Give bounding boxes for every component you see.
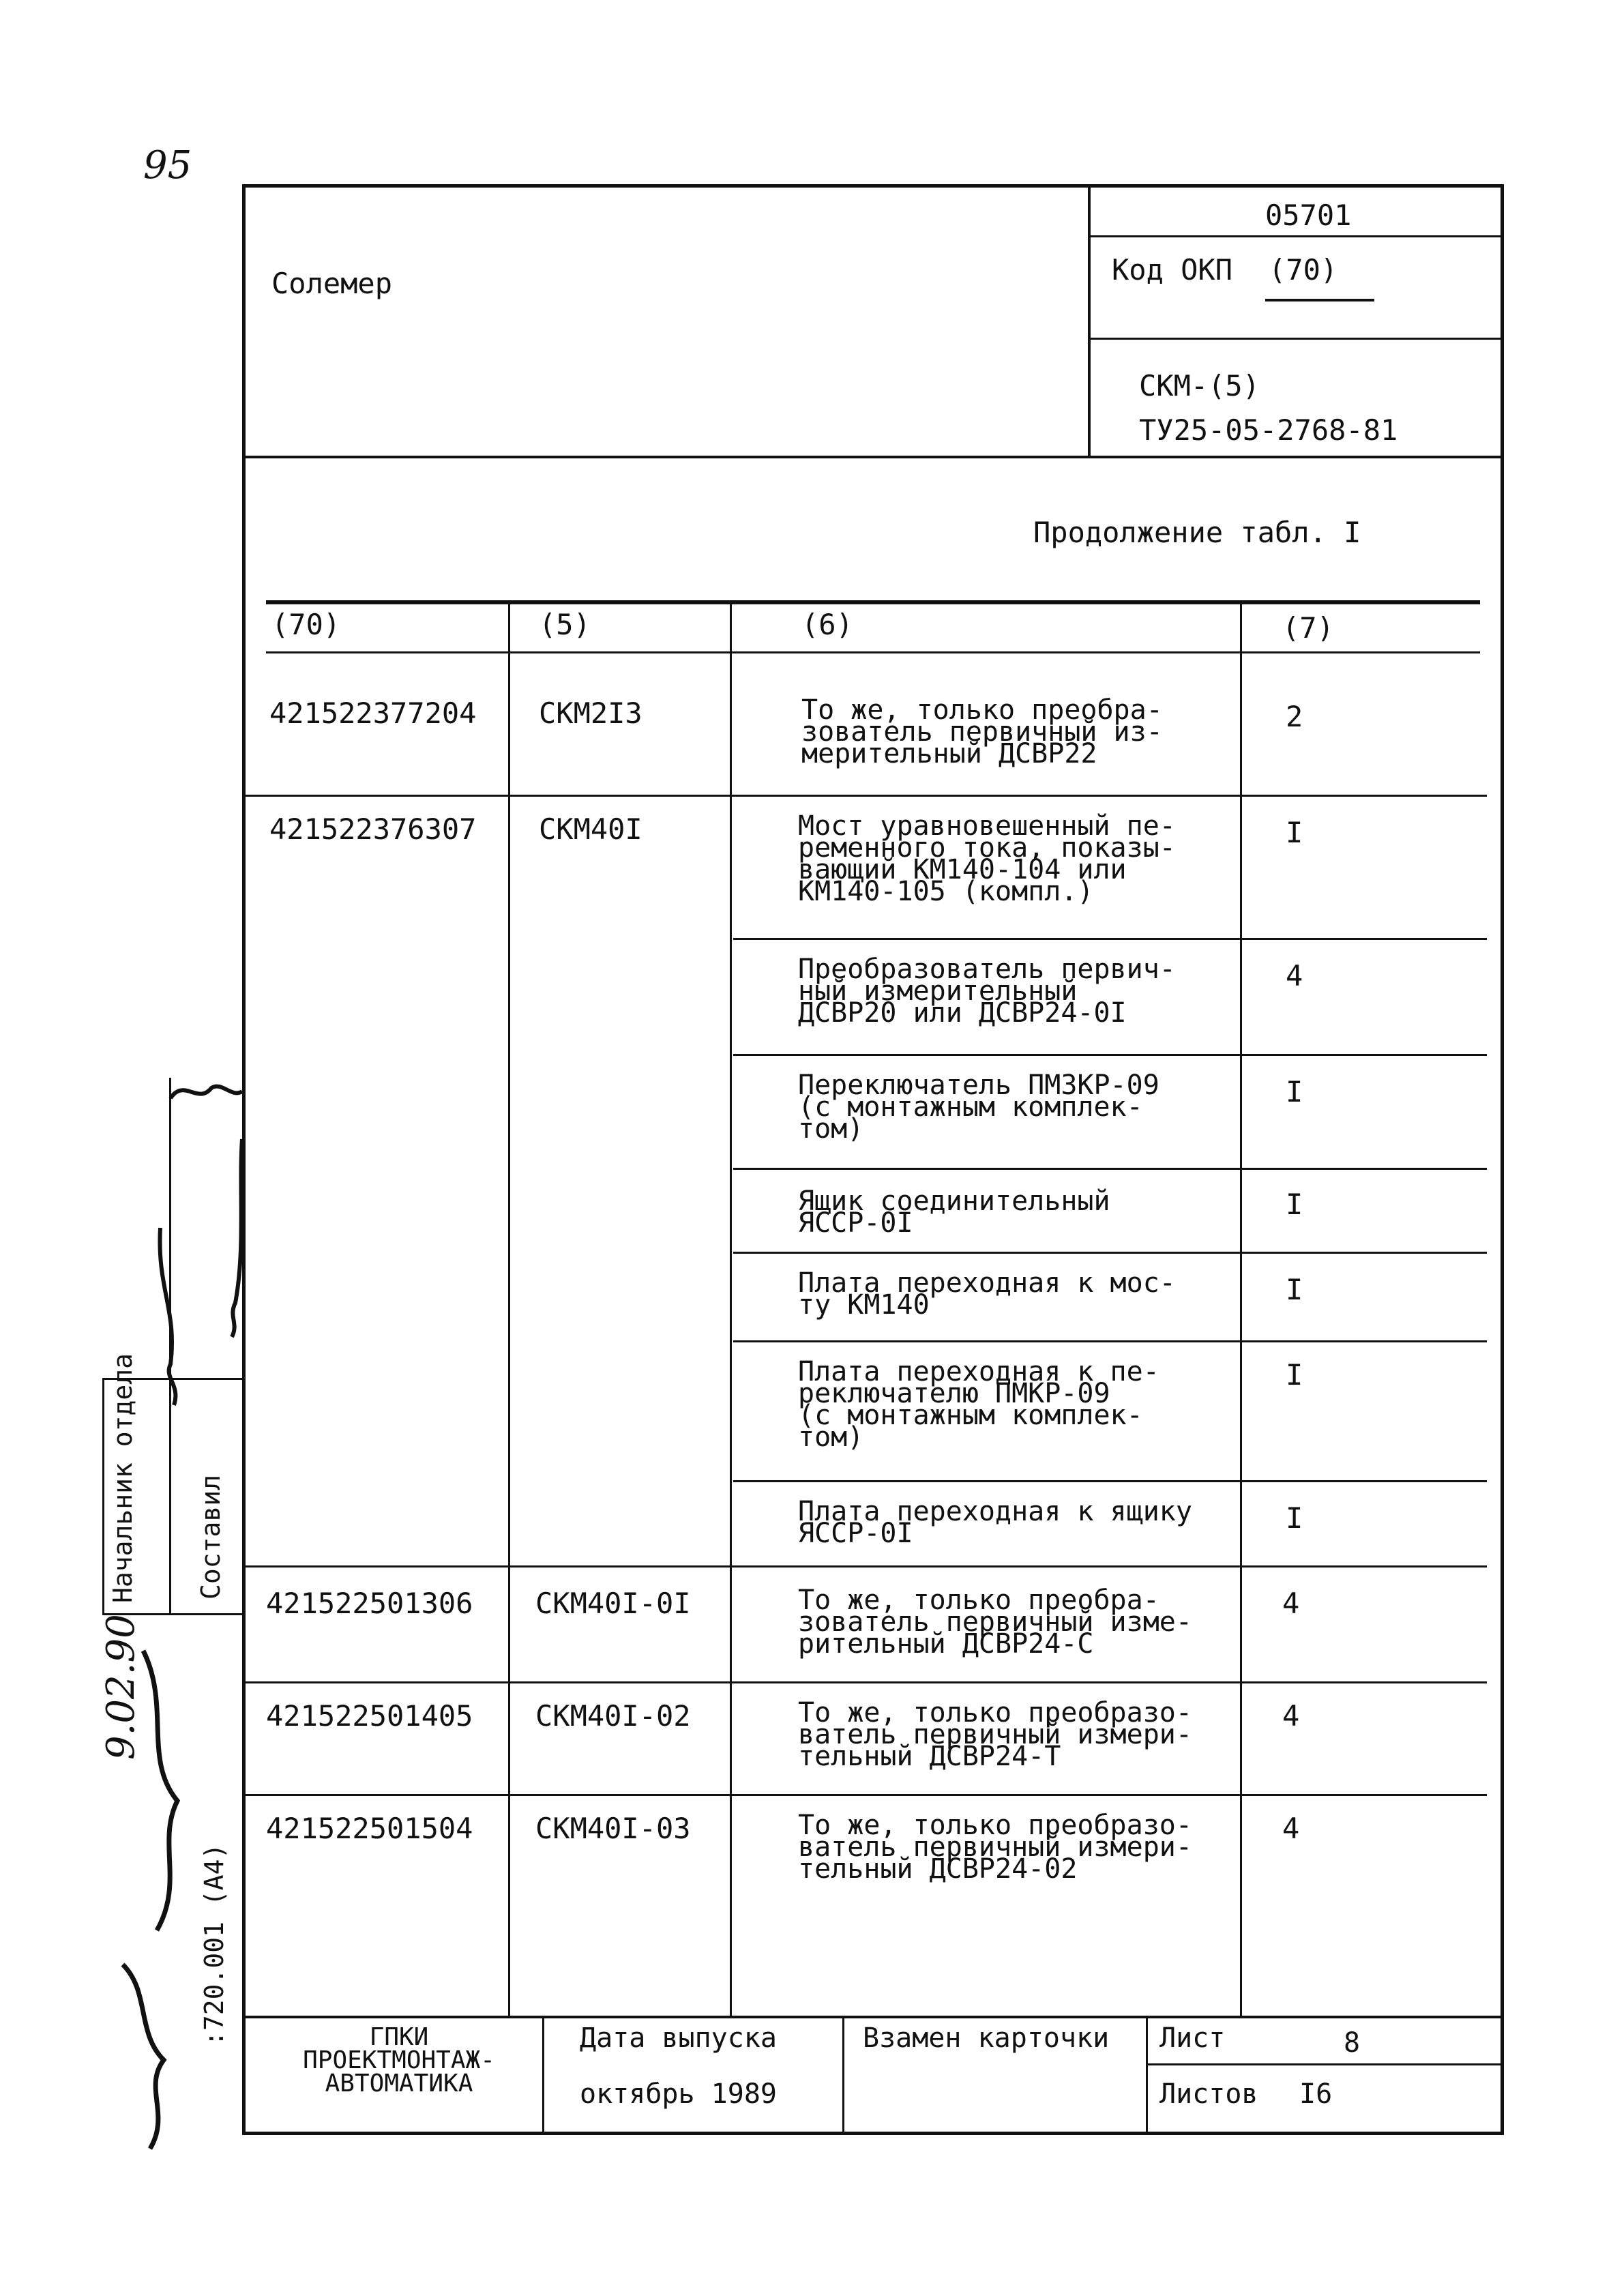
okp-label: Код ОКП: [1112, 253, 1233, 286]
table-row-desc: То же, только преобразо- ватель первичный измери- тельный ДСВР24-02: [798, 1810, 1192, 1885]
table-row-model: СКМ2I3: [539, 696, 642, 730]
footer-org: ГПКИ ПРОЕКТМОНТАЖ- АВТОМАТИКА: [303, 2023, 495, 2098]
table-row-model: СКМ40I-03: [535, 1812, 691, 1845]
product-name: Солемер: [271, 267, 393, 300]
table-row-desc: Преобразователь первич- ный измерительный ДСВР20 или ДСВР24-0I: [798, 954, 1176, 1029]
footer-replace-label: Взамен карточки: [863, 2022, 1110, 2054]
table-row-qty: 2: [1286, 700, 1303, 733]
col-header-5: (5): [539, 608, 591, 641]
table-row-desc: Плата переходная к ящику ЯССР-0I: [798, 1496, 1192, 1549]
signature-scribbles: [95, 1023, 252, 2183]
footer-top: [242, 2016, 1504, 2018]
okp-underline: [1265, 299, 1374, 301]
frame-bottom: [242, 2132, 1504, 2135]
table-row-qty: 4: [1282, 1699, 1300, 1733]
col-header-6: (6): [801, 608, 853, 641]
code-number: 05701: [1265, 198, 1352, 232]
table-row-qty: 4: [1286, 959, 1303, 992]
table-row-desc: Переключатель ПМЗКР-09 (с монтажным комплек- том): [798, 1070, 1159, 1145]
table-row-desc: То же, только преобра- зователь первичный изме- рительный ДСВР24-С: [798, 1585, 1192, 1660]
table-row-qty: I: [1286, 1075, 1303, 1108]
table-row-qty: 4: [1282, 1587, 1300, 1620]
okp-code: (70): [1269, 253, 1338, 286]
footer-sheet: 8: [1344, 2027, 1361, 2059]
table-row-qty: I: [1286, 1501, 1303, 1535]
table-row-desc: То же, только преобра- зователь первичный из- мерительный ДСВР22: [801, 694, 1163, 769]
continuation-label: Продолжение табл. I: [1033, 516, 1361, 549]
footer-release-label: Дата выпуска: [580, 2022, 777, 2054]
table-row-model: СКМ40I-0I: [535, 1587, 691, 1620]
table-row-code: 421522501405: [266, 1699, 473, 1733]
footer-sheet-label: Лист: [1159, 2022, 1226, 2054]
model-code: СКМ-(5): [1139, 369, 1260, 402]
standard-code: ТУ25-05-2768-81: [1139, 413, 1398, 447]
table-row-desc: Ящик соединительный ЯССР-0I: [798, 1186, 1110, 1239]
table-row-desc: Плата переходная к мос- ту КМ140: [798, 1267, 1176, 1321]
stamp-head-label: Начальник отдела: [108, 1353, 138, 1603]
table-row-code: 421522501504: [266, 1812, 473, 1845]
table-row-qty: I: [1286, 1188, 1303, 1221]
col-header-70: (70): [271, 608, 341, 641]
table-row-code: 421522377204: [269, 696, 477, 730]
frame-top: [242, 184, 1504, 188]
table-row-qty: 4: [1282, 1812, 1300, 1845]
table-row-desc: Мост уравновешенный пе- ременного тока, показы- вающий КМ140-104 или КМ140-105 (компл.): [798, 810, 1176, 907]
frame-right: [1501, 184, 1504, 2135]
table-row-qty: I: [1286, 1358, 1303, 1392]
table-row-qty: I: [1286, 1273, 1303, 1306]
table-top: [266, 600, 1480, 604]
table-row-code: 421522501306: [266, 1587, 473, 1620]
table-row-desc: То же, только преобразо- ватель первичный измери- тельный ДСВР24-Т: [798, 1697, 1192, 1772]
col-header-7: (7): [1282, 611, 1334, 645]
table-row-model: СКМ40I: [539, 812, 642, 846]
footer-sheets: I6: [1299, 2078, 1333, 2110]
page-number: 95: [143, 143, 192, 188]
footer-release-date: октябрь 1989: [580, 2078, 777, 2110]
table-row-code: 421522376307: [269, 812, 477, 846]
table-row-qty: I: [1286, 816, 1303, 849]
table-row-model: СКМ40I-02: [535, 1699, 691, 1733]
stamp-author-label: Составил: [196, 1474, 226, 1600]
stamp-doc-code: :720.001 (А4): [199, 1843, 229, 2046]
footer-sheets-label: Листов: [1159, 2078, 1258, 2110]
stamp-handwritten-date: 9.02.90: [99, 1614, 143, 1760]
table-row-desc: Плата переходная к пе- реключателю ПМКР-09 (с монтажным комплек- том): [798, 1356, 1159, 1453]
